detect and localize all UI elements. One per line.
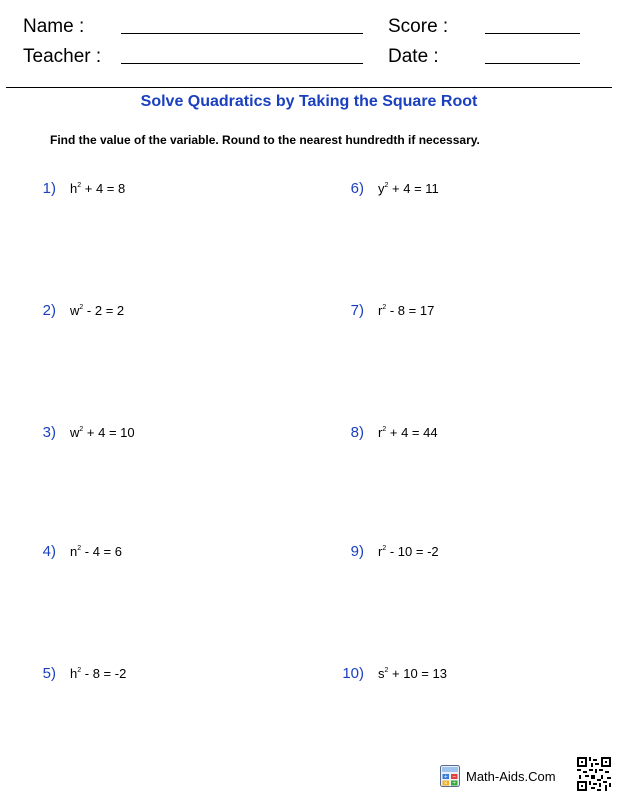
problem-expression: $r^2 - 10 = -2$ (378, 544, 439, 559)
problem-number: 8) (350, 424, 364, 441)
problem-expression: $s^2 + 10 = 13$ (378, 666, 447, 681)
problem-item (42, 423, 135, 445)
problem-item (350, 542, 439, 564)
problem-number: 1) (42, 180, 56, 197)
problem-item (350, 179, 439, 201)
name-field-line (121, 33, 363, 34)
name-label: Name : (23, 16, 85, 37)
problem-number: 2) (42, 302, 56, 319)
problem-item (42, 179, 126, 201)
problem-number: 7) (350, 302, 364, 319)
problem-expression: $h^2 + 4 = 8$ (70, 181, 126, 196)
date-field-line (485, 63, 580, 64)
problem-number: 9) (350, 543, 364, 560)
problem-expression: $w^2 - 2 = 2$ (70, 303, 125, 318)
problem-number: 6) (350, 180, 364, 197)
calculator-icon (440, 765, 460, 787)
worksheet-title: Solve Quadratics by Taking the Square Root (140, 93, 478, 110)
svg-text:+: + (443, 774, 448, 780)
score-field-line (485, 33, 580, 34)
problem-number: 4) (42, 543, 56, 560)
problem-number: 5) (42, 665, 56, 682)
problem-item (342, 664, 447, 686)
teacher-field-line (121, 63, 363, 64)
problem-expression: $r^2 + 4 = 44$ (378, 425, 438, 440)
svg-text:−: − (452, 774, 457, 780)
problem-item (42, 664, 127, 686)
problem-item (350, 301, 435, 323)
score-label: Score : (388, 16, 449, 37)
problem-expression: $n^2 - 4 = 6$ (70, 544, 122, 559)
site-name: Math-Aids.Com (466, 768, 556, 784)
problem-expression: $w^2 + 4 = 10$ (70, 425, 135, 440)
header-divider (6, 87, 612, 88)
qr-code-icon (577, 757, 611, 791)
problem-expression: $r^2 - 8 = 17$ (378, 303, 435, 318)
problem-item (42, 542, 122, 564)
svg-text:÷: ÷ (452, 780, 457, 787)
problem-item (350, 423, 438, 445)
problem-number: 3) (42, 424, 56, 441)
problem-expression: $y^2 + 4 = 11$ (378, 181, 439, 196)
date-label: Date : (388, 46, 439, 67)
problem-item (42, 301, 125, 323)
teacher-label: Teacher : (23, 46, 102, 67)
instructions: Find the value of the variable. Round to the nearest hundredth if necessary. (50, 133, 480, 147)
svg-text:×: × (443, 780, 448, 787)
site-logo (440, 763, 556, 789)
problem-expression: $h^2 - 8 = -2$ (70, 666, 127, 681)
problem-number: 10) (342, 665, 364, 682)
